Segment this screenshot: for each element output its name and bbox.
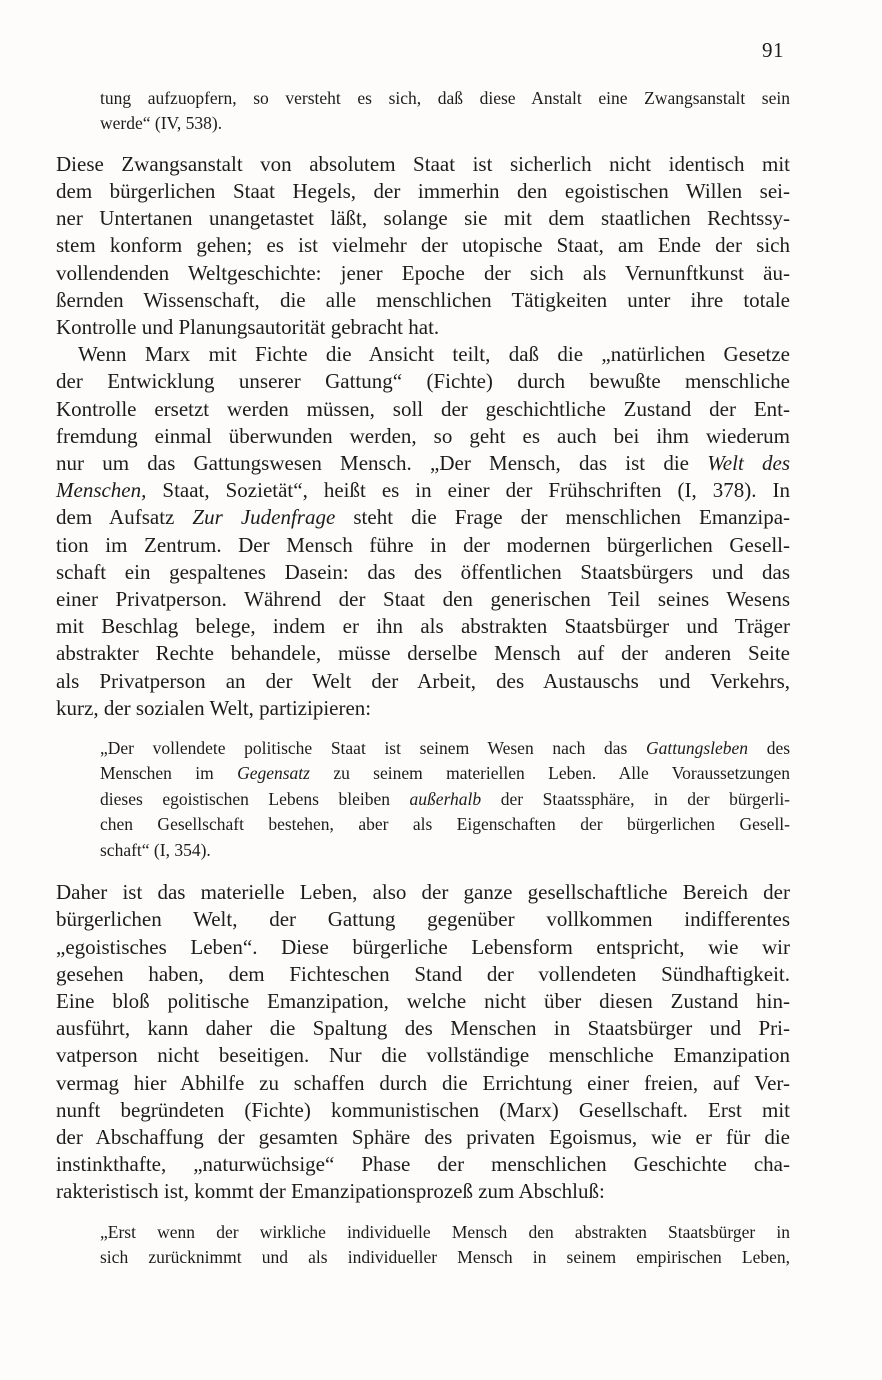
text-line <box>56 450 790 477</box>
text-span: Menschen im <box>100 763 214 784</box>
block-quote-continuation <box>56 86 790 137</box>
paragraph <box>56 151 790 341</box>
text-span: des <box>766 738 791 759</box>
text-line: kurz, der sozialen Welt, partizipieren: <box>56 695 372 720</box>
text-line: Diese Zwangsanstalt von absolutem Staat ist sicherlich nicht identisch mit <box>56 151 790 176</box>
text-line: als Privatperson an der Welt der Arbeit, des Austauschs und Verkehrs, <box>56 668 790 693</box>
text-line: fremdung einmal überwunden werden, so geht es auch bei ihm wiederum <box>56 423 790 448</box>
paragraph <box>56 879 790 1205</box>
block-quote <box>56 736 790 863</box>
text-line: mit Beschlag belege, indem er ihn als abstrakten Staatsbürger und Träger <box>56 614 790 639</box>
italic-text: außerhalb <box>409 788 482 809</box>
italic-text: Gegensatz <box>237 763 310 784</box>
paragraph <box>56 341 790 722</box>
quote-line: schaft“ (I, 354). <box>100 839 211 860</box>
text-line: einer Privatperson. Während der Staat den generischen Teil seines Wesens <box>56 587 790 612</box>
text-line: Wenn Marx mit Fichte die Ansicht teilt, daß die „natürlichen Gesetze <box>78 342 790 367</box>
text-line: der Entwicklung unserer Gattung“ (Fichte) durch bewußte menschliche <box>56 369 790 394</box>
text-span: nur um das Gattungswesen Mensch. „Der Mensch, das ist die <box>56 451 689 476</box>
text-line: ßernden Wissenschaft, die alle menschlichen Tätigkeiten unter ihre totale <box>56 287 790 312</box>
page-content <box>56 86 790 1270</box>
text-line: ausführt, kann daher die Spaltung des Menschen in Staatsbürger und Pri- <box>56 1016 790 1041</box>
quote-line: werde“ (IV, 538). <box>100 113 223 134</box>
text-line: nunft begründeten (Fichte) kommunistischen (Marx) Gesellschaft. Erst mit <box>56 1097 790 1122</box>
text-line: „egoistisches Leben“. Diese bürgerliche Lebensform entspricht, wie wir <box>56 934 790 959</box>
block-quote <box>56 1220 790 1271</box>
quote-line: tung aufzuopfern, so versteht es sich, daß diese Anstalt eine Zwangsanstalt sein <box>100 88 790 108</box>
text-line: stem konform gehen; es ist vielmehr der utopische Staat, am Ende der sich <box>56 233 790 258</box>
text-line: ner Untertanen unangetastet läßt, solange sie mit dem staatlichen Rechtssy- <box>56 206 790 231</box>
text-line: schaft ein gespaltenes Dasein: das des öffentlichen Staatsbürgers und das <box>56 559 790 584</box>
quote-line: chen Gesellschaft bestehen, aber als Eigenschaften der bürgerlichen Gesell- <box>100 814 790 835</box>
text-span: zu seinem materiellen Leben. Alle Voraussetzungen <box>333 763 791 784</box>
text-line: rakteristisch ist, kommt der Emanzipationsprozeß zum Abschluß: <box>56 1179 605 1204</box>
quote-line <box>100 736 790 761</box>
text-span: der Staatssphäre, in der bürgerli- <box>500 788 791 809</box>
text-line: vollendenden Weltgeschichte: jener Epoche der sich als Vernunftkunst äu- <box>56 260 790 285</box>
text-span: „Der vollendete politische Staat ist seinem Wesen nach das <box>100 738 628 759</box>
text-line <box>56 477 790 504</box>
text-line: der Abschaffung der gesamten Sphäre des privaten Egoismus, wie er für die <box>56 1124 790 1149</box>
page-number: 91 <box>762 38 784 62</box>
text-span: Staat, Sozietät“, heißt es in einer der Frühschriften (I, 378). In <box>162 478 791 503</box>
quote-line: sich zurücknimmt und als individueller Mensch in seinem empirischen Leben, <box>100 1246 790 1267</box>
text-line: abstrakter Rechte behandele, müsse derselbe Mensch auf der anderen Seite <box>56 641 790 666</box>
text-line: tion im Zentrum. Der Mensch führe in der modernen bürgerlichen Gesell- <box>56 532 790 557</box>
text-line <box>56 504 790 531</box>
text-line: instinkthafte, „naturwüchsige“ Phase der menschlichen Geschichte cha- <box>56 1152 790 1177</box>
quote-line: „Erst wenn der wirkliche individuelle Mensch den abstrakten Staatsbürger in <box>100 1221 790 1242</box>
italic-text: Gattungsleben <box>645 738 749 759</box>
text-line: gesehen haben, dem Fichteschen Stand der vollendeten Sündhaftigkeit. <box>56 961 790 986</box>
text-line: bürgerlichen Welt, der Gattung gegenüber vollkommen indifferentes <box>56 907 790 932</box>
text-span: steht die Frage der menschlichen Emanzipa- <box>353 505 791 530</box>
text-line: Kontrolle ersetzt werden müssen, soll der geschichtliche Zustand der Ent- <box>56 396 790 421</box>
text-line: Daher ist das materielle Leben, also der ganze gesellschaftliche Bereich der <box>56 880 790 905</box>
text-line: dem bürgerlichen Staat Hegels, der immerhin den egoistischen Willen sei- <box>56 179 790 204</box>
italic-text: Menschen, <box>56 478 147 503</box>
italic-text: Zur Judenfrage <box>192 505 336 530</box>
text-line: Eine bloß politische Emanzipation, welche nicht über diesen Zustand hin- <box>56 988 790 1013</box>
text-span: dieses egoistischen Lebens bleiben <box>100 788 390 809</box>
italic-text: Welt des <box>707 451 790 476</box>
text-line: Kontrolle und Planungsautorität gebracht hat. <box>56 315 440 340</box>
text-line: vatperson nicht beseitigen. Nur die vollständige menschliche Emanzipation <box>56 1043 790 1068</box>
text-line: vermag hier Abhilfe zu schaffen durch die Errichtung einer freien, auf Ver- <box>56 1070 790 1095</box>
text-span: dem Aufsatz <box>56 505 175 530</box>
quote-line <box>100 761 790 786</box>
quote-line <box>100 787 790 812</box>
